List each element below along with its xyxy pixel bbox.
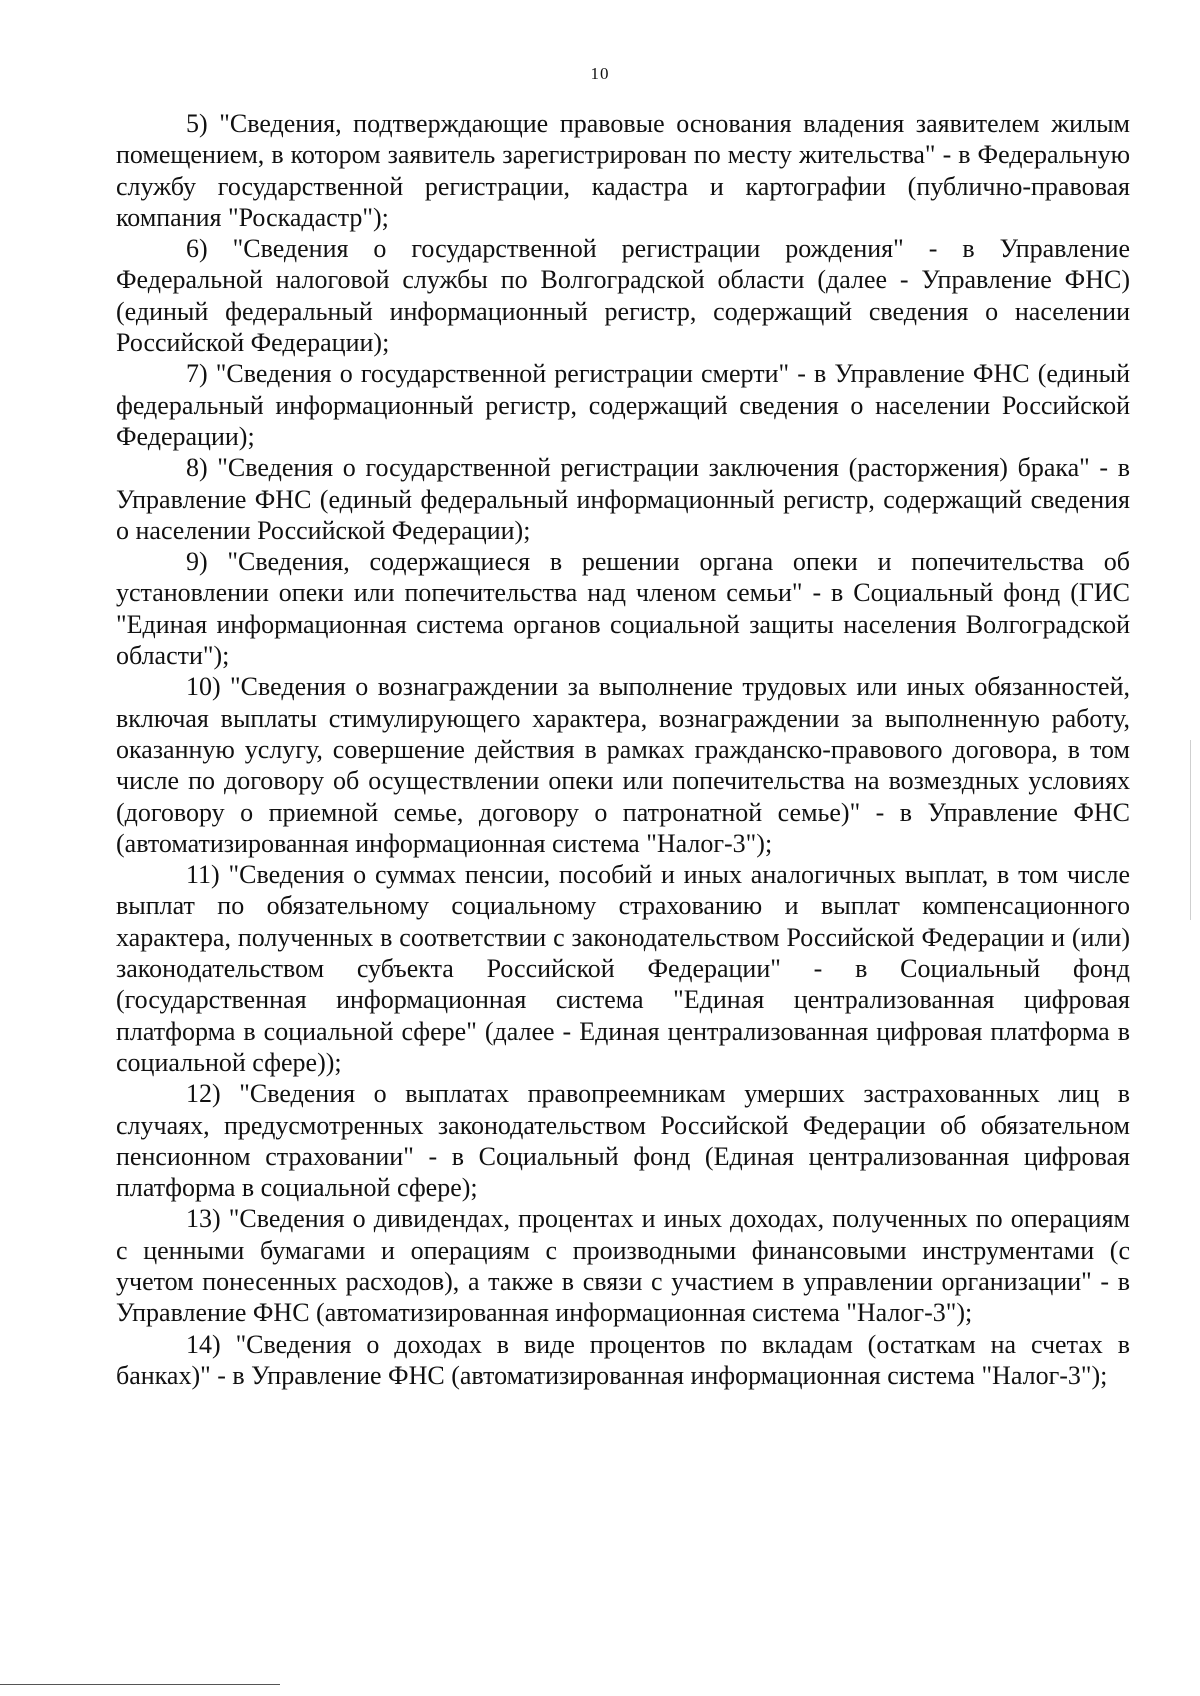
list-item-9: 9) "Сведения, содержащиеся в решении органа опеки и попечительства об установлении опеки или попечительства над членом семьи" - в Социальный фонд (ГИС "Единая информационная система органов социальной защиты населения Волгоградской области"); (116, 547, 1130, 671)
list-item-5: 5) "Сведения, подтверждающие правовые основания владения заявителем жилым помещением, в котором заявитель зарегистрирован по месту жительства" - в Федеральную службу государственной регистрации, кадастра и картографии (публично-правовая компания "Роскадастр"); (116, 109, 1130, 232)
list-item-13: 13) "Сведения о дивидендах, процентах и иных доходах, полученных по операциям с ценными бумагами и операциям с производными финансовыми инструментами (с учетом понесенных расходов), а также в связи с участием в управлении организации" - в Управление ФНС (автоматизированная информационная система "Налог-3"); (116, 1204, 1130, 1328)
list-item-7: 7) "Сведения о государственной регистрации смерти" - в Управление ФНС (единый федеральный информационный регистр, содержащий сведения о населении Российской Федерации); (116, 359, 1130, 451)
bottom-divider (0, 1684, 280, 1685)
page-number: 10 (590, 64, 610, 83)
document-body (116, 108, 1130, 1391)
list-item-12: 12) "Сведения о выплатах правопреемникам умерших застрахованных лиц в случаях, предусмотренных законодательством Российской Федерации об обязательном пенсионном страховании" - в Социальный фонд (Единая централизованная цифровая платформа в социальной сфере); (116, 1079, 1130, 1203)
list-item-6: 6) "Сведения о государственной регистрации рождения" - в Управление Федеральной налоговой службы по Волгоградской области (далее - Управление ФНС) (единый федеральный информационный регистр, содержащий сведения о населении Российской Федерации); (116, 234, 1130, 358)
list-item-10: 10) "Сведения о вознаграждении за выполнение трудовых или иных обязанностей, включая выплаты стимулирующего характера, вознаграждении за выполненную работу, оказанную услугу, совершение действия в рамках гражданско-правового договора, в том числе по договору об осуществлении опеки или попечительства на возмездных условиях (договору о приемной семье, договору о патронатной семье)" - в Управление ФНС (автоматизированная информационная система "Налог-3"); (116, 672, 1130, 858)
list-item-11: 11) "Сведения о суммах пенсии, пособий и иных аналогичных выплат, в том числе выплат по обязательному социальному страхованию и выплат компенсационного характера, полученных в соответствии с законодательством Российской Федерации и (или) законодательством субъекта Российской Федерации" - в Социальный фонд (государственная информационная система "Единая централизованная цифровая платформа в социальной сфере" (далее - Единая централизованная цифровая платформа в социальной сфере)); (116, 860, 1130, 1077)
scan-edge-mark (1190, 740, 1191, 920)
list-item-8: 8) "Сведения о государственной регистрации заключения (расторжения) брака" - в Управление ФНС (единый федеральный информационный регистр, содержащий сведения о населении Российской Федерации); (116, 453, 1130, 545)
list-item-14: 14) "Сведения о доходах в виде процентов по вкладам (остаткам на счетах в банках)" - в Управление ФНС (автоматизированная информационная система "Налог-3"); (116, 1329, 1130, 1390)
